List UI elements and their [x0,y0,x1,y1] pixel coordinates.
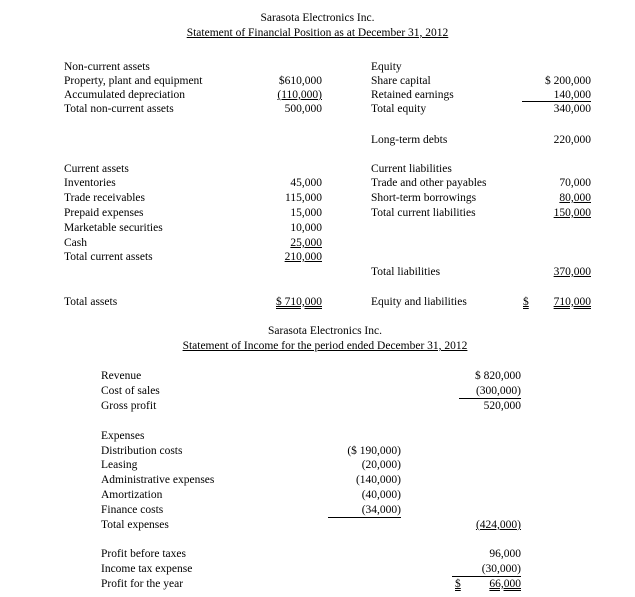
equity-and-liabilities-dollar: $ [523,296,529,308]
cost-of-sales-value: (300,000) [475,385,521,397]
expense-label: Distribution costs [101,445,183,457]
total-equity-value: 340,000 [553,103,591,115]
current-asset-value: 115,000 [285,192,322,204]
cost-of-sales-rule [459,398,521,399]
sfp-title: Statement of Financial Position as at December 31, 2012 [186,27,449,39]
cost-of-sales-label: Cost of sales [101,385,160,397]
sfp-company-name: Sarasota Electronics Inc. [260,12,375,24]
income-tax-rule [452,576,521,577]
revenue-value: $ 820,000 [475,370,521,382]
ppe-value: $610,000 [278,75,322,87]
expense-label: Finance costs [101,504,164,516]
income-tax-value: (30,000) [481,563,521,575]
noncurrent-heading: Non-current assets [64,61,150,73]
equity-subtotal-rule [522,101,591,102]
total-noncurrent-label: Total non-current assets [64,103,174,115]
total-current-assets-label: Total current assets [64,251,153,263]
expense-label: Administrative expenses [101,474,215,486]
expense-value: (34,000) [361,504,401,516]
retained-earnings-value: 140,000 [553,89,591,101]
share-capital-label: Share capital [371,75,431,87]
total-current-liabilities-value: 150,000 [553,207,591,219]
current-liabilities-heading: Current liabilities [371,163,452,175]
gross-profit-label: Gross profit [101,400,157,412]
current-asset-value: 45,000 [290,177,322,189]
income-tax-label: Income tax expense [101,563,193,575]
total-assets-value: $ 710,000 [276,296,322,308]
income-company-name: Sarasota Electronics Inc. [268,325,382,337]
current-asset-value: 15,000 [290,207,322,219]
expense-value: (40,000) [361,489,401,501]
total-equity-label: Total equity [371,103,427,115]
total-current-assets-value: 210,000 [284,251,322,263]
total-expenses-value: (424,000) [475,519,521,531]
gross-profit-value: 520,000 [483,400,521,412]
current-asset-label: Cash [64,237,87,249]
total-current-liabilities-label: Total current liabilities [371,207,476,219]
equity-and-liabilities-label: Equity and liabilities [371,296,467,308]
expense-value: ($ 190,000) [347,445,401,457]
share-capital-value: $ 200,000 [545,75,591,87]
equity-heading: Equity [371,61,402,73]
current-liability-value: 70,000 [559,177,591,189]
expenses-heading: Expenses [101,430,145,442]
profit-before-taxes-label: Profit before taxes [101,548,186,560]
current-liability-value: 80,000 [559,192,591,204]
long-term-debts-label: Long-term debts [371,134,448,146]
current-liability-label: Trade and other payables [371,177,487,189]
current-asset-label: Prepaid expenses [64,207,144,219]
profit-for-year-label: Profit for the year [101,578,184,590]
current-liability-label: Short-term borrowings [371,192,477,204]
long-term-debts-value: 220,000 [553,134,591,146]
current-assets-heading: Current assets [64,163,129,175]
expense-label: Amortization [101,489,163,501]
current-asset-value: 25,000 [290,237,322,249]
profit-before-taxes-value: 96,000 [489,548,521,560]
expense-value: (140,000) [355,474,401,486]
profit-dollar-sign: $ [455,578,461,590]
equity-and-liabilities-value: 710,000 [553,296,591,308]
profit-for-year-value: 66,000 [489,578,521,590]
current-asset-label: Marketable securities [64,222,163,234]
total-expenses-label: Total expenses [101,519,169,531]
total-assets-label: Total assets [64,296,118,308]
depreciation-value: (110,000) [277,89,322,101]
current-asset-value: 10,000 [290,222,322,234]
total-liabilities-label: Total liabilities [371,266,441,278]
depreciation-label: Accumulated depreciation [64,89,186,101]
expense-value: (20,000) [361,459,401,471]
finance-costs-rule [328,517,401,518]
retained-earnings-label: Retained earnings [371,89,454,101]
total-noncurrent-value: 500,000 [284,103,322,115]
expense-label: Leasing [101,459,138,471]
current-asset-label: Inventories [64,177,116,189]
income-title: Statement of Income for the period ended December 31, 2012 [182,340,468,352]
revenue-label: Revenue [101,370,142,382]
current-asset-label: Trade receivables [64,192,145,204]
ppe-label: Property, plant and equipment [64,75,203,87]
total-liabilities-value: 370,000 [553,266,591,278]
